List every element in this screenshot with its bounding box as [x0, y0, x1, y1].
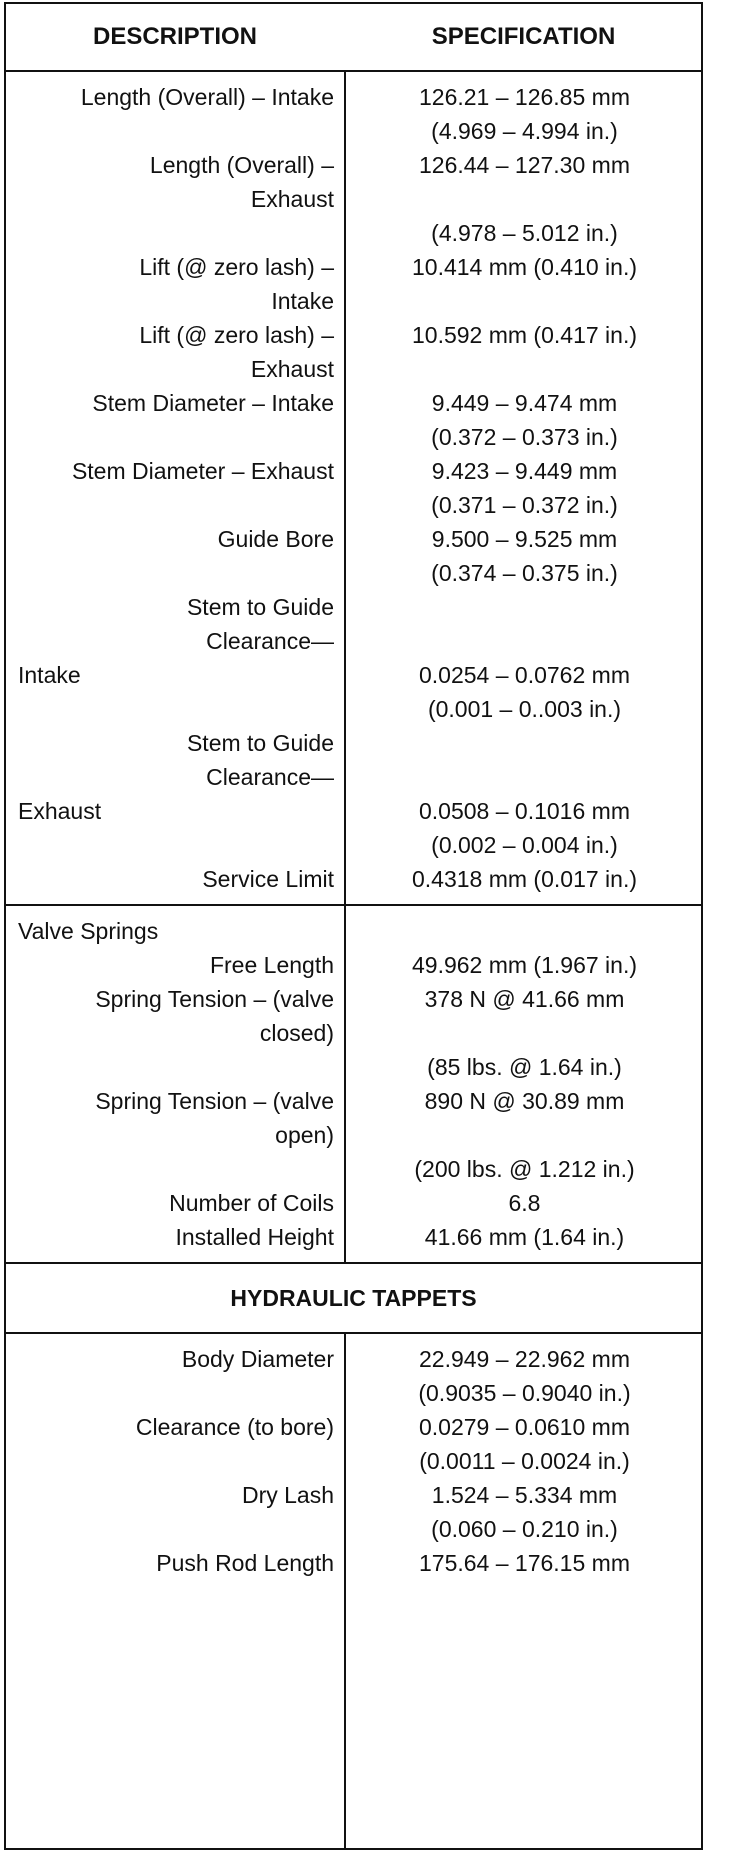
table-row — [6, 82, 701, 150]
table-row — [6, 984, 701, 1086]
row-specification — [348, 252, 701, 286]
specification-line: (4.969 – 4.994 in.) — [431, 118, 618, 144]
specification-line: (0.372 – 0.373 in.) — [431, 424, 618, 450]
row-specification — [348, 1188, 701, 1222]
row-description — [18, 1548, 334, 1582]
specification-line: 9.423 – 9.449 mm — [431, 458, 618, 484]
specification-line: 1.524 – 5.334 mm — [431, 1482, 618, 1508]
row-specification — [348, 864, 701, 898]
description-line: Free Length — [209, 952, 334, 978]
specification-line: (0.002 – 0.004 in.) — [431, 832, 618, 858]
column-divider — [344, 906, 346, 1262]
specification-line: (0.374 – 0.375 in.) — [431, 560, 618, 586]
table-row — [6, 252, 701, 320]
description-line: Lift (@ zero lash) – — [139, 254, 334, 280]
description-line: Intake — [271, 288, 334, 314]
specification-line: 175.64 – 176.15 mm — [419, 1550, 630, 1576]
specification-line: 0.0279 – 0.0610 mm — [419, 1414, 630, 1440]
table-row — [6, 864, 701, 898]
row-specification — [348, 796, 701, 864]
row-specification — [348, 1480, 701, 1548]
specification-line: (0.371 – 0.372 in.) — [431, 492, 618, 518]
description-line: Number of Coils — [169, 1190, 334, 1216]
specification-line: 41.66 mm (1.64 in.) — [424, 1224, 625, 1250]
description-line: Spring Tension – (valve — [95, 986, 334, 1012]
table-row — [6, 1188, 701, 1222]
description-line: Push Rod Length — [156, 1550, 334, 1576]
table-row — [6, 388, 701, 456]
row-specification — [348, 1222, 701, 1256]
specification-line: (0.0011 – 0.0024 in.) — [419, 1448, 630, 1474]
table-row — [6, 150, 701, 252]
row-description — [18, 456, 334, 490]
row-description — [18, 728, 334, 796]
specification-line — [348, 1120, 701, 1154]
table-row — [6, 796, 701, 864]
row-specification — [348, 1412, 701, 1480]
specification-line: (85 lbs. @ 1.64 in.) — [427, 1054, 622, 1080]
specification-line: 10.592 mm (0.417 in.) — [411, 322, 637, 348]
section-title-hydraulic-tappets: HYDRAULIC TAPPETS — [230, 1284, 477, 1311]
description-line: Spring Tension – (valve — [95, 1088, 334, 1114]
specification-line: 0.0508 – 0.1016 mm — [419, 798, 630, 824]
specification-line: 22.949 – 22.962 mm — [419, 1346, 630, 1372]
specification-line: 126.44 – 127.30 mm — [419, 152, 630, 178]
row-description — [18, 950, 334, 984]
table-row — [6, 728, 701, 796]
description-line: Guide Bore — [217, 526, 334, 552]
specification-line: (0.001 – 0..003 in.) — [427, 696, 622, 722]
description-line: Service Limit — [202, 866, 334, 892]
row-description — [18, 1188, 334, 1222]
table-row — [6, 1086, 701, 1188]
row-description — [18, 252, 334, 320]
table-row — [6, 456, 701, 524]
description-line: closed) — [259, 1020, 334, 1046]
description-line: Clearance— — [206, 764, 334, 790]
specification-line: 126.21 – 126.85 mm — [419, 84, 630, 110]
description-line: open) — [275, 1122, 334, 1148]
table-header — [6, 4, 701, 72]
specification-table — [4, 2, 703, 1850]
table-row — [6, 660, 701, 728]
row-description — [18, 320, 334, 388]
row-specification — [348, 1548, 701, 1582]
specification-line: (4.978 – 5.012 in.) — [431, 220, 618, 246]
row-specification — [348, 150, 701, 252]
description-line: Exhaust — [250, 356, 334, 382]
row-description — [18, 150, 334, 218]
description-line: Stem Diameter – Exhaust — [71, 458, 334, 484]
row-description — [18, 1412, 334, 1446]
specification-line — [348, 184, 701, 218]
description-line: Valve Springs — [18, 918, 159, 944]
description-line: Stem to Guide — [186, 730, 334, 756]
row-specification — [348, 1086, 701, 1188]
specification-line: 10.414 mm (0.410 in.) — [411, 254, 637, 280]
table-row — [6, 592, 701, 660]
specification-line: 0.4318 mm (0.017 in.) — [411, 866, 637, 892]
description-line: Clearance— — [206, 628, 334, 654]
description-line: Installed Height — [175, 1224, 334, 1250]
specification-line: (200 lbs. @ 1.212 in.) — [414, 1156, 635, 1182]
description-line: Clearance (to bore) — [135, 1414, 334, 1440]
specification-line: 9.500 – 9.525 mm — [431, 526, 618, 552]
row-specification — [348, 456, 701, 524]
row-specification — [348, 82, 701, 150]
specification-line: 378 N @ 41.66 mm — [424, 986, 625, 1012]
table-row — [6, 524, 701, 592]
row-description — [18, 1222, 334, 1256]
row-description — [18, 524, 334, 558]
specification-line: 0.0254 – 0.0762 mm — [419, 662, 630, 688]
specification-line: 9.449 – 9.474 mm — [431, 390, 618, 416]
row-description — [18, 1480, 334, 1514]
row-description — [18, 388, 334, 422]
specification-line: 49.962 mm (1.967 in.) — [411, 952, 637, 978]
description-line: Dry Lash — [241, 1482, 334, 1508]
description-header: DESCRIPTION — [92, 23, 257, 50]
table-row — [6, 1480, 701, 1548]
description-line: Intake — [18, 662, 81, 688]
row-specification — [348, 950, 701, 984]
table-row — [6, 1222, 701, 1256]
column-divider — [344, 1334, 346, 1848]
specification-line: (0.060 – 0.210 in.) — [431, 1516, 618, 1542]
specification-header: SPECIFICATION — [431, 23, 616, 50]
row-specification — [348, 524, 701, 592]
row-specification — [348, 388, 701, 456]
column-divider — [344, 70, 346, 904]
description-line: Length (Overall) – Intake — [80, 84, 334, 110]
row-description — [18, 984, 334, 1052]
table-row — [6, 1412, 701, 1480]
row-description — [18, 1086, 334, 1154]
row-specification — [348, 660, 701, 728]
description-line: Stem to Guide — [186, 594, 334, 620]
row-description — [18, 1344, 334, 1378]
description-line: Stem Diameter – Intake — [92, 390, 334, 416]
section-divider — [6, 1332, 701, 1334]
table-row — [6, 1344, 701, 1412]
row-specification — [348, 984, 701, 1086]
description-line: Exhaust — [250, 186, 334, 212]
specification-line: (0.9035 – 0.9040 in.) — [418, 1380, 631, 1406]
row-description — [18, 796, 334, 830]
description-line: Exhaust — [18, 798, 102, 824]
specification-line: 890 N @ 30.89 mm — [424, 1088, 625, 1114]
row-description — [18, 660, 334, 694]
specification-line: 6.8 — [508, 1190, 541, 1216]
description-line: Body Diameter — [181, 1346, 334, 1372]
table-row — [6, 916, 701, 950]
row-description — [18, 916, 334, 950]
table-row — [6, 320, 701, 388]
specification-line — [348, 1018, 701, 1052]
table-row — [6, 950, 701, 984]
description-line: Length (Overall) – — [149, 152, 334, 178]
row-specification — [348, 320, 701, 354]
row-specification — [348, 1344, 701, 1412]
table-row — [6, 1548, 701, 1582]
section-divider — [6, 904, 701, 906]
row-description — [18, 592, 334, 660]
row-description — [18, 82, 334, 116]
row-description — [18, 864, 334, 898]
description-line: Lift (@ zero lash) – — [139, 322, 334, 348]
